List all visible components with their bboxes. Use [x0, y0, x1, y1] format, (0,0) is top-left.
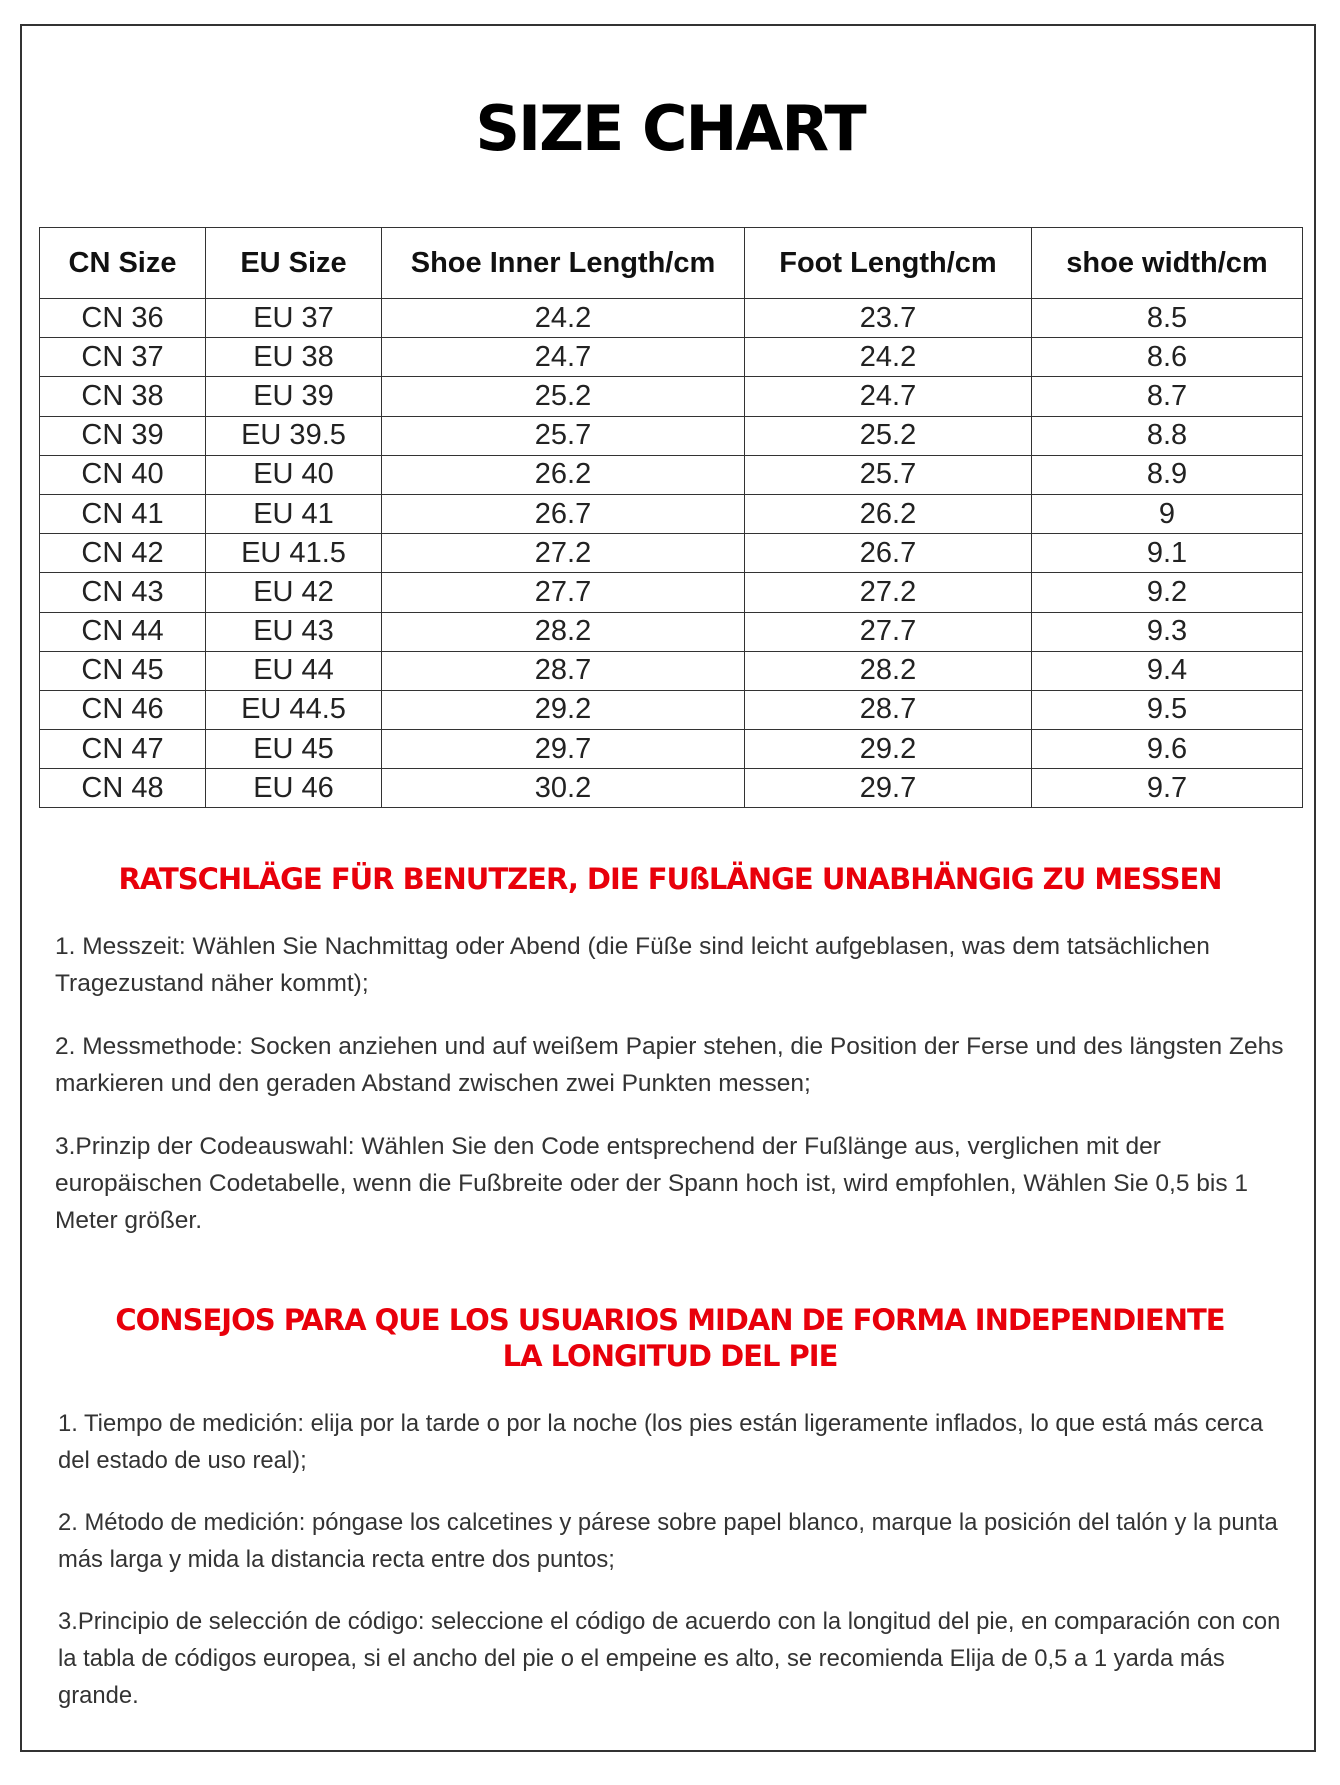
cn-size-cell: CN 44 — [40, 612, 206, 651]
shoe-inner-length-cell: 25.2 — [382, 377, 745, 416]
shoe-width-cell: 9.3 — [1032, 612, 1303, 651]
shoe-width-cell: 9 — [1032, 494, 1303, 533]
header-shoe-width: shoe width/cm — [1032, 228, 1303, 299]
cn-size-cell: CN 37 — [40, 338, 206, 377]
table-row — [40, 730, 1303, 769]
table-row — [40, 494, 1303, 533]
spanish-heading-line-1: CONSEJOS PARA QUE LOS USUARIOS MIDAN DE FORMA INDEPENDIENTE — [115, 1303, 1225, 1337]
foot-length-cell: 29.2 — [745, 730, 1032, 769]
eu-size-cell: EU 44 — [206, 651, 382, 690]
shoe-width-cell: 9.6 — [1032, 730, 1303, 769]
table-row — [40, 612, 1303, 651]
header-cn-size: CN Size — [40, 228, 206, 299]
table-row — [40, 769, 1303, 808]
cn-size-cell: CN 42 — [40, 534, 206, 573]
shoe-width-cell: 9.5 — [1032, 690, 1303, 729]
eu-size-cell: EU 39.5 — [206, 416, 382, 455]
table-row — [40, 651, 1303, 690]
table-row — [40, 455, 1303, 494]
header-foot-length: Foot Length/cm — [745, 228, 1032, 299]
shoe-inner-length-cell: 30.2 — [382, 769, 745, 808]
cn-size-cell: CN 38 — [40, 377, 206, 416]
eu-size-cell: EU 46 — [206, 769, 382, 808]
eu-size-cell: EU 45 — [206, 730, 382, 769]
eu-size-cell: EU 44.5 — [206, 690, 382, 729]
shoe-inner-length-cell: 29.7 — [382, 730, 745, 769]
german-heading: RATSCHLÄGE FÜR BENUTZER, DIE FUßLÄNGE UNABHÄNGIG ZU MESSEN — [118, 862, 1222, 896]
cn-size-cell: CN 36 — [40, 299, 206, 338]
shoe-width-cell: 8.8 — [1032, 416, 1303, 455]
shoe-inner-length-cell: 28.2 — [382, 612, 745, 651]
table-row — [40, 690, 1303, 729]
foot-length-cell: 25.2 — [745, 416, 1032, 455]
size-chart-table — [39, 227, 1303, 808]
eu-size-cell: EU 39 — [206, 377, 382, 416]
cn-size-cell: CN 41 — [40, 494, 206, 533]
shoe-width-cell: 8.9 — [1032, 455, 1303, 494]
shoe-width-cell: 8.7 — [1032, 377, 1303, 416]
shoe-width-cell: 9.7 — [1032, 769, 1303, 808]
eu-size-cell: EU 37 — [206, 299, 382, 338]
foot-length-cell: 27.2 — [745, 573, 1032, 612]
shoe-width-cell: 9.1 — [1032, 534, 1303, 573]
foot-length-cell: 26.7 — [745, 534, 1032, 573]
foot-length-cell: 29.7 — [745, 769, 1032, 808]
cn-size-cell: CN 45 — [40, 651, 206, 690]
german-paragraph-1: 1. Messzeit: Wählen Sie Nachmittag oder Abend (die Füße sind leicht aufgeblasen, was dem tatsächlichen Tragezustand näher kommt); — [55, 933, 1210, 997]
header-shoe-inner-length: Shoe Inner Length/cm — [382, 228, 745, 299]
shoe-inner-length-cell: 26.2 — [382, 455, 745, 494]
eu-size-cell: EU 41.5 — [206, 534, 382, 573]
page-title: SIZE CHART — [475, 92, 865, 165]
foot-length-cell: 27.7 — [745, 612, 1032, 651]
shoe-inner-length-cell: 29.2 — [382, 690, 745, 729]
table-body — [40, 299, 1303, 808]
shoe-inner-length-cell: 25.7 — [382, 416, 745, 455]
shoe-inner-length-cell: 24.2 — [382, 299, 745, 338]
eu-size-cell: EU 40 — [206, 455, 382, 494]
table-row — [40, 377, 1303, 416]
table-row — [40, 299, 1303, 338]
eu-size-cell: EU 38 — [206, 338, 382, 377]
cn-size-cell: CN 39 — [40, 416, 206, 455]
shoe-inner-length-cell: 27.2 — [382, 534, 745, 573]
shoe-inner-length-cell: 24.7 — [382, 338, 745, 377]
spanish-heading — [40, 1302, 1300, 1374]
shoe-inner-length-cell: 28.7 — [382, 651, 745, 690]
spanish-paragraph-2: 2. Método de medición: póngase los calcetines y párese sobre papel blanco, marque la posición del talón y la punta más larga y mida la distancia recta entre dos puntos; — [58, 1509, 1278, 1573]
shoe-width-cell: 8.5 — [1032, 299, 1303, 338]
foot-length-cell: 28.7 — [745, 690, 1032, 729]
eu-size-cell: EU 41 — [206, 494, 382, 533]
eu-size-cell: EU 43 — [206, 612, 382, 651]
foot-length-cell: 23.7 — [745, 299, 1032, 338]
shoe-width-cell: 8.6 — [1032, 338, 1303, 377]
foot-length-cell: 25.7 — [745, 455, 1032, 494]
table-row — [40, 416, 1303, 455]
shoe-width-cell: 9.2 — [1032, 573, 1303, 612]
table-header-row — [40, 228, 1303, 299]
foot-length-cell: 24.2 — [745, 338, 1032, 377]
table-row — [40, 534, 1303, 573]
header-eu-size: EU Size — [206, 228, 382, 299]
table-row — [40, 338, 1303, 377]
eu-size-cell: EU 42 — [206, 573, 382, 612]
foot-length-cell: 24.7 — [745, 377, 1032, 416]
spanish-paragraph-1: 1. Tiempo de medición: elija por la tarde o por la noche (los pies están ligeramente inflados, lo que está más cerca del estado de uso real); — [58, 1410, 1264, 1474]
foot-length-cell: 26.2 — [745, 494, 1032, 533]
cn-size-cell: CN 43 — [40, 573, 206, 612]
spanish-paragraph-3: 3.Principio de selección de código: seleccione el código de acuerdo con la longitud del pie, en comparación con con la tabla de códigos europea, si el ancho del pie o el empeine es alto, se recomienda Elija de 0,5 a 1 yarda más grande. — [58, 1608, 1281, 1709]
cn-size-cell: CN 47 — [40, 730, 206, 769]
german-paragraph-3: 3.Prinzip der Codeauswahl: Wählen Sie den Code entsprechend der Fußlänge aus, verglichen mit der europäischen Codetabelle, wenn die Fußbreite oder der Spann hoch ist, wird empfohlen, Wählen Sie 0,5 bis 1 Meter größer. — [55, 1133, 1249, 1234]
foot-length-cell: 28.2 — [745, 651, 1032, 690]
shoe-inner-length-cell: 27.7 — [382, 573, 745, 612]
cn-size-cell: CN 46 — [40, 690, 206, 729]
spanish-heading-line-2: LA LONGITUD DEL PIE — [502, 1339, 838, 1373]
cn-size-cell: CN 40 — [40, 455, 206, 494]
german-paragraph-2: 2. Messmethode: Socken anziehen und auf weißem Papier stehen, die Position der Ferse und des längsten Zehs markieren und den geraden Abstand zwischen zwei Punkten messen; — [55, 1033, 1284, 1097]
shoe-inner-length-cell: 26.7 — [382, 494, 745, 533]
cn-size-cell: CN 48 — [40, 769, 206, 808]
table-row — [40, 573, 1303, 612]
shoe-width-cell: 9.4 — [1032, 651, 1303, 690]
